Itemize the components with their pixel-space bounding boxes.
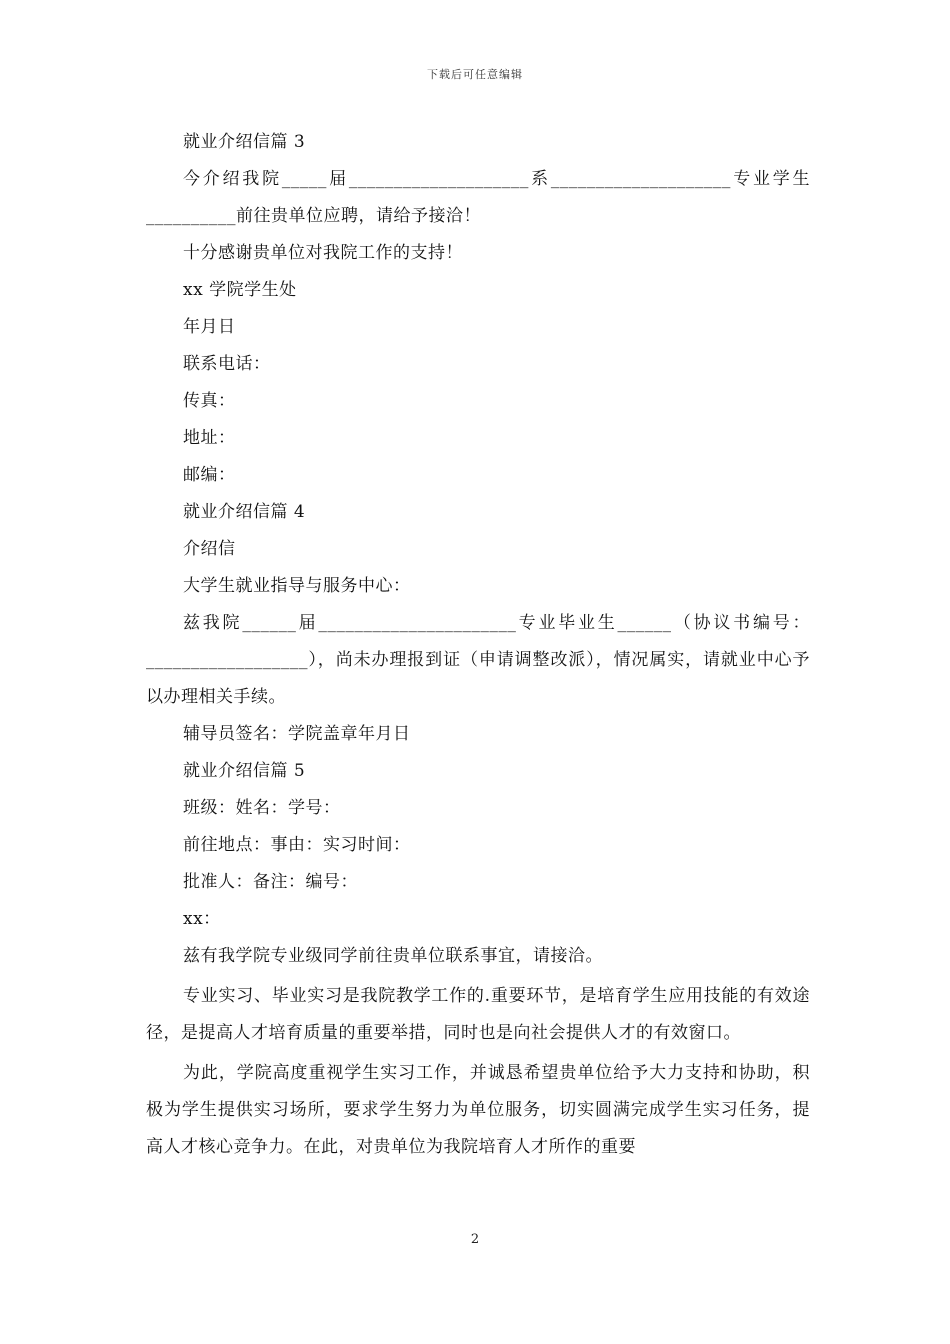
postcode-line: 邮编： bbox=[183, 465, 236, 485]
address-line: 地址： bbox=[183, 428, 236, 448]
issuer-line: xx 学院学生处 bbox=[183, 280, 297, 300]
class-name-id-line: 班级：姓名：学号： bbox=[183, 798, 341, 818]
recipient-line: 大学生就业指导与服务中心： bbox=[183, 576, 411, 596]
section-title-4: 就业介绍信篇 4 bbox=[183, 502, 306, 522]
destination-line: 前往地点：事由：实习时间： bbox=[183, 835, 411, 855]
section-title-5: 就业介绍信篇 5 bbox=[183, 761, 306, 781]
body-paragraph-5a: 专业实习、毕业实习是我院教学工作的.重要环节，是培育学生应用技能的有效途径，是提高人才培育质量的重要举措，同时也是向社会提供人才的有效窗口。 bbox=[146, 986, 810, 1043]
page-header: 下载后可任意编辑 bbox=[427, 68, 523, 81]
request-line: 兹有我学院专业级同学前往贵单位联系事宜，请接洽。 bbox=[183, 946, 603, 966]
thanks-line: 十分感谢贵单位对我院工作的支持！ bbox=[183, 243, 463, 263]
letter-title: 介绍信 bbox=[183, 539, 236, 559]
intro-paragraph-3: 今介绍我院_____届____________________系____________________专业学生__________前往贵单位应聘，请给予接洽！ bbox=[146, 169, 810, 226]
signature-line: 辅导员签名：学院盖章年月日 bbox=[183, 724, 411, 744]
document-body bbox=[146, 124, 810, 1166]
salutation-line: xx： bbox=[183, 909, 221, 929]
fax-line: 传真： bbox=[183, 391, 236, 411]
approver-line: 批准人：备注：编号： bbox=[183, 872, 358, 892]
section-title-3: 就业介绍信篇 3 bbox=[183, 132, 306, 152]
body-paragraph-5b: 为此，学院高度重视学生实习工作，并诚恳希望贵单位给予大力支持和协助，积极为学生提供实习场所，要求学生努力为单位服务，切实圆满完成学生实习任务，提高人才核心竞争力。在此，对贵单位为我院培育人才所作的重要 bbox=[146, 1063, 810, 1157]
body-paragraph-4: 兹我院______届______________________专业毕业生______（协议书编号：__________________），尚未办理报到证（申请调整改派），情况属实，请就业中心予以办理相关手续。 bbox=[146, 613, 810, 707]
date-line: 年月日 bbox=[183, 317, 236, 337]
page-number: 2 bbox=[470, 1232, 480, 1247]
phone-line: 联系电话： bbox=[183, 354, 271, 374]
